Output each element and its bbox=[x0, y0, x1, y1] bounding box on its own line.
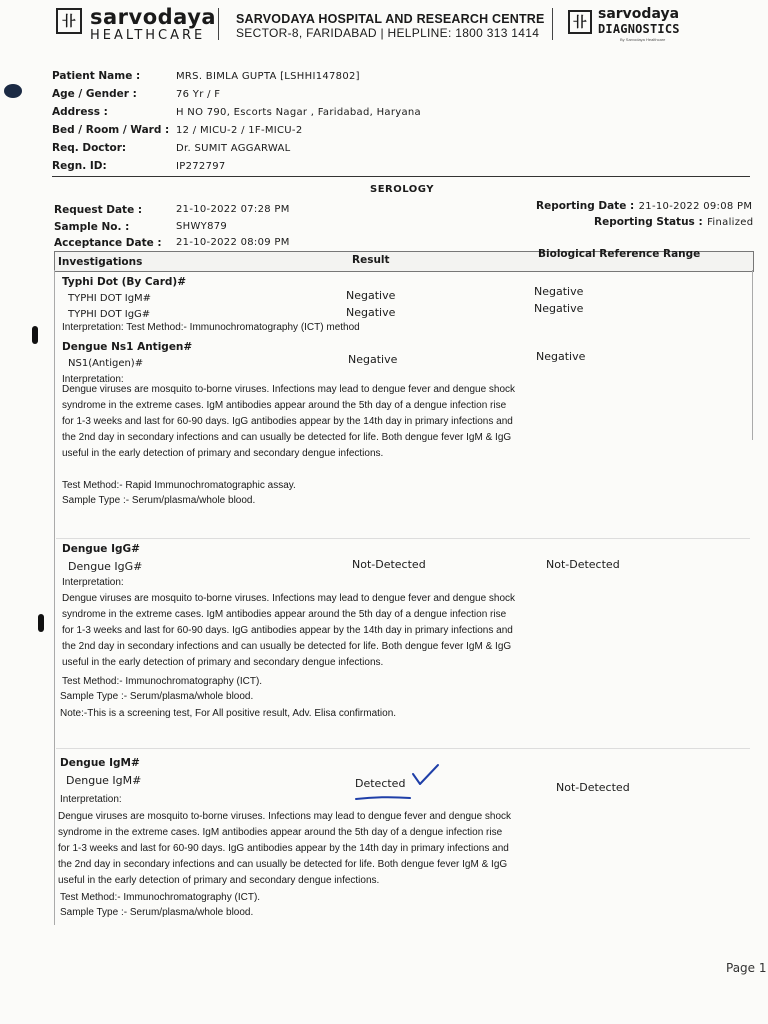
req-doctor: Dr. SUMIT AGGARWAL bbox=[176, 143, 291, 154]
table-left-border bbox=[54, 270, 55, 925]
age-gender: 76 Yr / F bbox=[176, 89, 221, 100]
igg-sample-type: Sample Type :- Serum/plasma/whole blood. bbox=[60, 691, 254, 702]
typhi-interpretation: Interpretation: Test Method:- Immunochromatography (ICT) method bbox=[62, 322, 360, 333]
patient-name-label: Patient Name : bbox=[52, 70, 141, 82]
diagnostics-tagline: By Sarvodaya Healthcare bbox=[620, 37, 666, 42]
acceptance-date: 21-10-2022 08:09 PM bbox=[176, 237, 290, 248]
typhi-igm-range: Negative bbox=[534, 285, 584, 298]
page-number: Page 1 bbox=[726, 961, 767, 975]
col-result: Result bbox=[352, 254, 390, 266]
igm-interp-line: syndrome in the extreme cases. IgM antibodies appear around the 5th day of a dengue infection rise bbox=[58, 827, 503, 838]
igg-method: Test Method:- Immunochromatography (ICT). bbox=[62, 676, 263, 687]
igm-interp-line: Dengue viruses are mosquito to-borne viruses. Infections may lead to dengue fever and dengue shock bbox=[58, 811, 512, 822]
col-investigations: Investigations bbox=[58, 256, 143, 268]
handwritten-underline-icon bbox=[354, 794, 412, 802]
scan-mark bbox=[38, 614, 44, 632]
bed-room-ward-label: Bed / Room / Ward : bbox=[52, 124, 170, 136]
bed-room-ward: 12 / MICU-2 / 1F-MICU-2 bbox=[176, 125, 303, 136]
typhi-igg-name: TYPHI DOT IgG# bbox=[68, 309, 151, 320]
acceptance-date-label: Acceptance Date : bbox=[54, 237, 162, 249]
reporting-status-row bbox=[594, 212, 753, 230]
ns1-interp-label: Interpretation: bbox=[62, 374, 124, 385]
igg-interpretation bbox=[62, 591, 552, 671]
igg-result: Not-Detected bbox=[352, 558, 426, 571]
ns1-interp-line: Dengue viruses are mosquito to-borne viruses. Infections may lead to dengue fever and dengue shock bbox=[62, 384, 516, 395]
address-label: Address : bbox=[52, 106, 108, 118]
igg-interp-line: the 2nd day in secondary infections and can usually be detected for life. Both dengue fever IgM & IgG bbox=[62, 641, 512, 652]
ns1-interpretation bbox=[62, 382, 552, 462]
reporting-status: Finalized bbox=[707, 217, 754, 228]
req-doctor-label: Req. Doctor: bbox=[52, 142, 127, 154]
igm-interp-line: for 1-3 weeks and last for 60-90 days. IgG antibodies appear by the 14th day in primary infections and bbox=[58, 843, 509, 854]
col-reference-range: Biological Reference Range bbox=[538, 248, 701, 260]
ns1-method: Test Method:- Rapid Immunochromatographic assay. bbox=[62, 480, 296, 491]
section-divider bbox=[56, 748, 750, 749]
ns1-interp-line: useful in the early detection of primary and secondary dengue infections. bbox=[62, 448, 384, 459]
reporting-date: 21-10-2022 09:08 PM bbox=[638, 201, 753, 212]
sample-no-label: Sample No. : bbox=[54, 221, 130, 233]
reporting-date-label: Reporting Date : bbox=[536, 200, 635, 212]
diagnostics-brand: sarvodaya bbox=[598, 6, 680, 22]
igg-interp-line: syndrome in the extreme cases. IgM antibodies appear around the 5th day of a dengue infection rise bbox=[62, 609, 507, 620]
hospital-name: SARVODAYA HOSPITAL AND RESEARCH CENTRE bbox=[236, 12, 545, 26]
brand-name: sarvodaya bbox=[90, 5, 217, 29]
igg-item-name: Dengue IgG# bbox=[68, 560, 143, 573]
ns1-item-name: NS1(Antigen)# bbox=[68, 358, 144, 369]
ns1-interp-line: syndrome in the extreme cases. IgM antibodies appear around the 5th day of a dengue infection rise bbox=[62, 400, 507, 411]
igm-interpretation bbox=[58, 809, 558, 889]
igm-method: Test Method:- Immunochromatography (ICT). bbox=[60, 892, 261, 903]
header bbox=[0, 0, 768, 60]
regn-id-label: Regn. ID: bbox=[52, 160, 107, 172]
igm-interp-label: Interpretation: bbox=[60, 794, 122, 805]
sample-no: SHWY879 bbox=[176, 221, 228, 232]
igg-range: Not-Detected bbox=[546, 558, 620, 571]
ns1-interp-line: the 2nd day in secondary infections and can usually be detected for life. Both dengue fever IgM & IgG bbox=[62, 432, 512, 443]
request-date-label: Request Date : bbox=[54, 204, 143, 216]
typhi-igm-name: TYPHI DOT IgM# bbox=[68, 293, 152, 304]
igg-interp-line: Dengue viruses are mosquito to-borne viruses. Infections may lead to dengue fever and dengue shock bbox=[62, 593, 516, 604]
ns1-title: Dengue Ns1 Antigen# bbox=[62, 341, 193, 353]
ns1-interp-line: for 1-3 weeks and last for 60-90 days. IgG antibodies appear by the 14th day in primary infections and bbox=[62, 416, 513, 427]
typhi-igm-result: Negative bbox=[346, 289, 396, 302]
age-gender-label: Age / Gender : bbox=[52, 88, 137, 100]
request-date: 21-10-2022 07:28 PM bbox=[176, 204, 290, 215]
ns1-result: Negative bbox=[348, 353, 398, 366]
table-right-border bbox=[752, 270, 753, 440]
igm-sample-type: Sample Type :- Serum/plasma/whole blood. bbox=[60, 907, 254, 918]
header-divider bbox=[218, 8, 219, 40]
header-divider-2 bbox=[552, 8, 553, 40]
brand-sub: HEALTHCARE bbox=[90, 28, 206, 43]
igm-result: Detected bbox=[355, 777, 406, 790]
igg-note: Note:-This is a screening test, For All positive result, Adv. Elisa confirmation. bbox=[60, 708, 397, 719]
igm-range: Not-Detected bbox=[556, 781, 630, 794]
section-divider bbox=[56, 538, 750, 539]
department-title: SEROLOGY bbox=[370, 184, 434, 195]
handwritten-check-icon bbox=[410, 762, 442, 790]
typhi-igg-range: Negative bbox=[534, 302, 584, 315]
igm-title: Dengue IgM# bbox=[60, 757, 140, 769]
patient-name: MRS. BIMLA GUPTA [LSHHI147802] bbox=[176, 71, 360, 82]
divider bbox=[52, 176, 750, 177]
reporting-status-label: Reporting Status : bbox=[594, 216, 703, 228]
igm-interp-line: useful in the early detection of primary and secondary dengue infections. bbox=[58, 875, 380, 886]
ns1-sample-type: Sample Type :- Serum/plasma/whole blood. bbox=[62, 495, 256, 506]
address: H NO 790, Escorts Nagar , Faridabad, Haryana bbox=[176, 107, 421, 118]
igg-interp-label: Interpretation: bbox=[62, 577, 124, 588]
regn-id: IP272797 bbox=[176, 161, 226, 172]
scan-mark bbox=[4, 84, 22, 98]
diagnostics-logo-icon: 卝 bbox=[568, 10, 592, 34]
ns1-range: Negative bbox=[536, 350, 586, 363]
diagnostics-name: DIAGNOSTICS bbox=[598, 22, 680, 36]
scan-mark bbox=[32, 326, 38, 344]
hospital-address: SECTOR-8, FARIDABAD | HELPLINE: 1800 313 1414 bbox=[236, 26, 540, 40]
igm-interp-line: the 2nd day in secondary infections and can usually be detected for life. Both dengue fever IgM & IgG bbox=[58, 859, 508, 870]
brand-logo-icon: 卝 bbox=[56, 8, 82, 34]
igm-item-name: Dengue IgM# bbox=[66, 774, 142, 787]
igg-title: Dengue IgG# bbox=[62, 543, 140, 555]
igg-interp-line: for 1-3 weeks and last for 60-90 days. IgG antibodies appear by the 14th day in primary infections and bbox=[62, 625, 513, 636]
typhi-igg-result: Negative bbox=[346, 306, 396, 319]
typhi-dot-title: Typhi Dot (By Card)# bbox=[62, 276, 186, 288]
igg-interp-line: useful in the early detection of primary and secondary dengue infections. bbox=[62, 657, 384, 668]
